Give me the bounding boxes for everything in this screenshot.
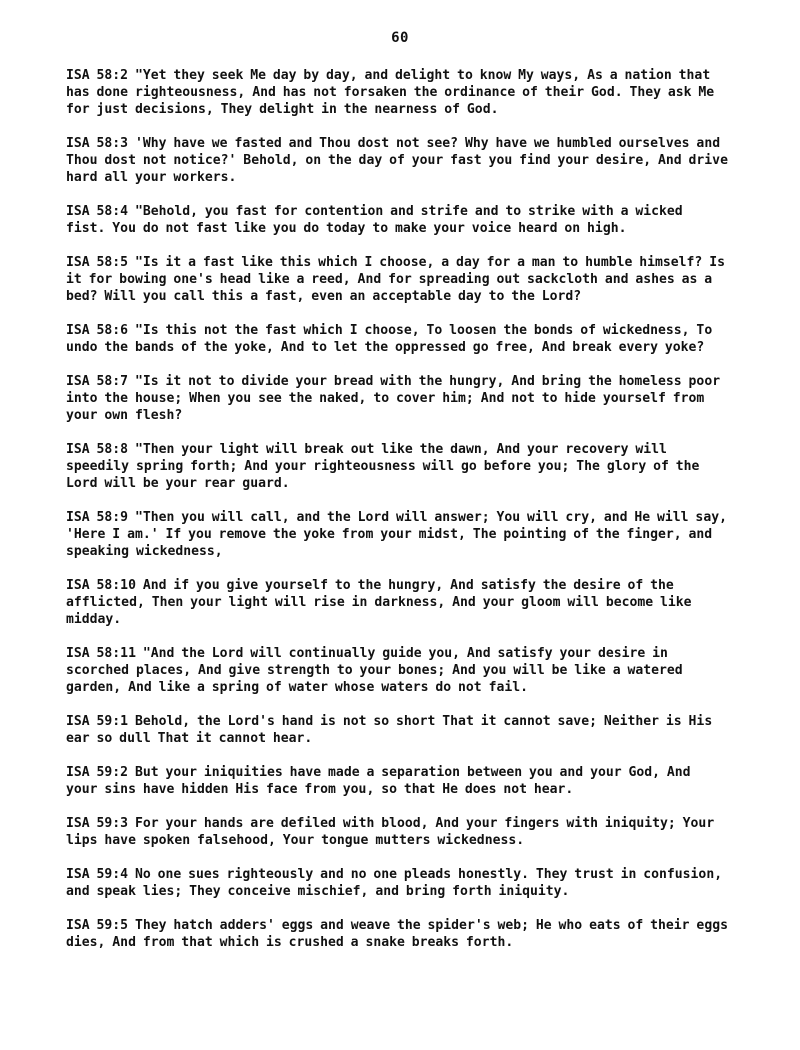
verse-paragraph <box>66 815 728 849</box>
verse-list <box>66 67 728 951</box>
verse-paragraph <box>66 917 728 951</box>
verse-paragraph <box>66 764 728 798</box>
verse-text: "And the Lord will continually guide you, And satisfy your desire in scorched places, And give strength to your bones; And you will be like a watered garden, And like a spring of water whose waters do not fail. <box>66 646 683 695</box>
verse-reference: ISA 58:2 <box>66 68 129 83</box>
verse-reference: ISA 59:1 <box>66 714 129 729</box>
verse-text: "Behold, you fast for contention and strife and to strike with a wicked fist. You do not fast like you do today to make your voice heard on high. <box>66 204 683 236</box>
verse-text: Behold, the Lord's hand is not so short That it cannot save; Neither is His ear so dull That it cannot hear. <box>66 714 713 746</box>
verse-reference: ISA 58:11 <box>66 646 136 661</box>
verse-reference: ISA 58:3 <box>66 136 129 151</box>
verse-paragraph <box>66 322 728 356</box>
verse-reference: ISA 58:6 <box>66 323 129 338</box>
verse-paragraph <box>66 509 728 560</box>
verse-reference: ISA 59:3 <box>66 816 129 831</box>
verse-text: No one sues righteously and no one pleads honestly. They trust in confusion, and speak lies; They conceive mischief, and bring forth iniquity. <box>66 867 723 899</box>
verse-text: 'Why have we fasted and Thou dost not see? Why have we humbled ourselves and Thou dost not notice?' Behold, on the day of your fast you find your desire, And drive hard all your workers. <box>66 136 728 185</box>
verse-text: But your iniquities have made a separation between you and your God, And your sins have hidden His face from you, so that He does not hear. <box>66 765 691 797</box>
verse-paragraph <box>66 203 728 237</box>
verse-reference: ISA 58:4 <box>66 204 129 219</box>
verse-text: "Then your light will break out like the dawn, And your recovery will speedily spring forth; And your righteousness will go before you; The glory of the Lord will be your rear guard. <box>66 442 700 491</box>
verse-paragraph <box>66 645 728 696</box>
verse-reference: ISA 58:7 <box>66 374 129 389</box>
verse-reference: ISA 58:10 <box>66 578 136 593</box>
verse-text: "Is this not the fast which I choose, To loosen the bonds of wickedness, To undo the bands of the yoke, And to let the oppressed go free, And break every yoke? <box>66 323 713 355</box>
verse-text: For your hands are defiled with blood, And your fingers with iniquity; Your lips have spoken falsehood, Your tongue mutters wickedness. <box>66 816 715 848</box>
verse-reference: ISA 59:5 <box>66 918 129 933</box>
verse-text: "Yet they seek Me day by day, and delight to know My ways, As a nation that has done righteousness, And has not forsaken the ordinance of their God. They ask Me for just decisions, They delight in the nearness of God. <box>66 68 715 117</box>
verse-text: "Is it not to divide your bread with the hungry, And bring the homeless poor into the house; When you see the naked, to cover him; And not to hide yourself from your own flesh? <box>66 374 721 423</box>
verse-reference: ISA 59:4 <box>66 867 129 882</box>
verse-text: "Then you will call, and the Lord will answer; You will cry, and He will say, 'Here I am.' If you remove the yoke from your midst, The pointing of the finger, and speaking wickedness, <box>66 510 727 559</box>
verse-reference: ISA 58:8 <box>66 442 129 457</box>
verse-paragraph <box>66 441 728 492</box>
verse-paragraph <box>66 135 728 186</box>
verse-paragraph <box>66 866 728 900</box>
verse-reference: ISA 58:5 <box>66 255 129 270</box>
verse-paragraph <box>66 577 728 628</box>
page-number: 60 <box>391 30 409 46</box>
verse-reference: ISA 59:2 <box>66 765 129 780</box>
verse-paragraph <box>66 67 728 118</box>
verse-paragraph <box>66 254 728 305</box>
verse-paragraph <box>66 373 728 424</box>
verse-text: They hatch adders' eggs and weave the spider's web; He who eats of their eggs dies, And from that which is crushed a snake breaks forth. <box>66 918 728 950</box>
verse-text: "Is it a fast like this which I choose, a day for a man to humble himself? Is it for bowing one's head like a reed, And for spreading out sackcloth and ashes as a bed? Will you call this a fast, even an acceptable day to the Lord? <box>66 255 725 304</box>
verse-reference: ISA 58:9 <box>66 510 129 525</box>
verse-text: And if you give yourself to the hungry, And satisfy the desire of the afflicted, Then your light will rise in darkness, And your gloom will become like midday. <box>66 578 692 627</box>
verse-paragraph <box>66 713 728 747</box>
